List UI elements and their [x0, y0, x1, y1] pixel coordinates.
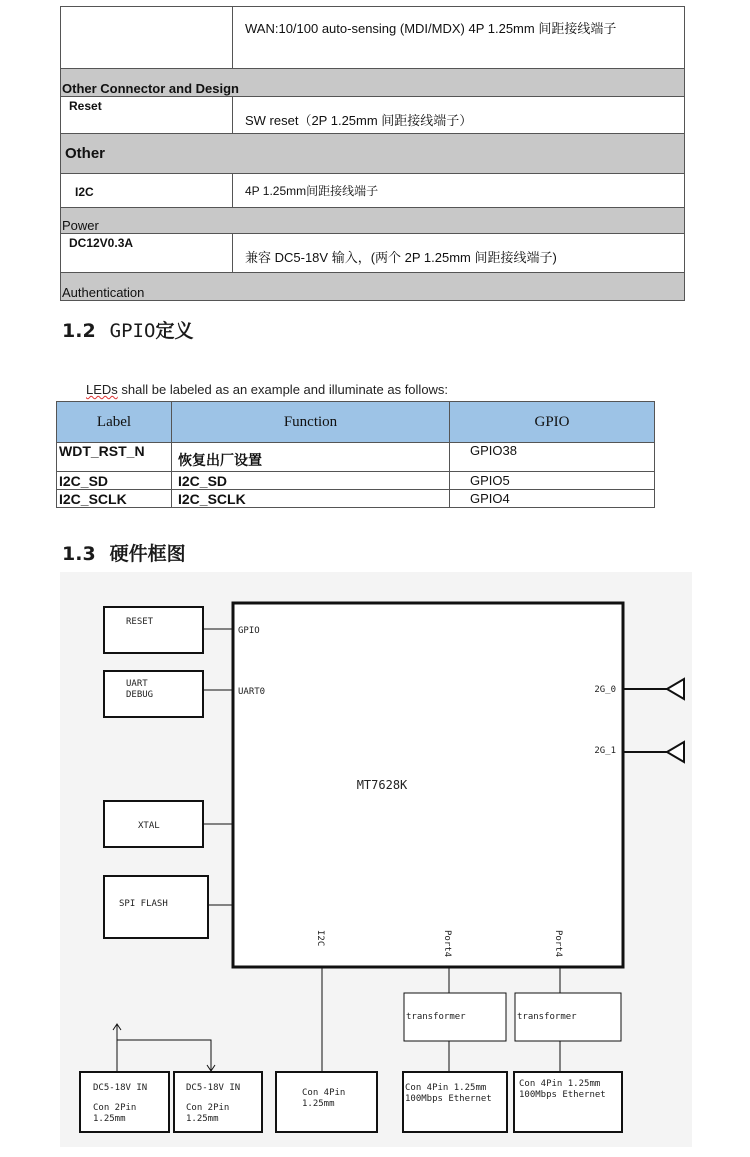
dc-value: 兼容 DC5-18V 输入，(两个 2P 1.25mm 间距接线端子): [233, 234, 685, 273]
dc-in-a-line3: 1.25mm: [93, 1114, 126, 1124]
i2c-label: I2C: [61, 174, 233, 208]
other-connector-heading: Other Connector and Design: [61, 69, 685, 97]
xtal-label: XTAL: [138, 821, 160, 831]
gpio-row-function: I2C_SCLK: [172, 490, 450, 508]
wan-value: WAN:10/100 auto-sensing (MDI/MDX) 4P 1.25mm 间距接线端子: [233, 7, 685, 69]
eth-b-line1: Con 4Pin 1.25mm: [519, 1079, 601, 1089]
gpio-row-gpio: GPIO5: [450, 472, 655, 490]
dc-in-b-line3: 1.25mm: [186, 1114, 219, 1124]
gpio-row-label: I2C_SD: [57, 472, 172, 490]
eth-b-line2: 100Mbps Ethernet: [519, 1090, 606, 1100]
spi-flash-label: SPI FLASH: [119, 899, 168, 909]
uart-label-line1: UART: [126, 679, 148, 689]
dc-in-b-line2: Con 2Pin: [186, 1103, 230, 1113]
i2c-value: 4P 1.25mm间距接线端子: [233, 174, 685, 208]
hw-section-number: 1.3: [62, 543, 96, 565]
leds-note: [86, 382, 448, 397]
table-row: [57, 490, 655, 508]
gpio-row-label: WDT_RST_N: [57, 443, 172, 472]
spec-table: [60, 6, 685, 301]
pin-2g1: 2G_1: [594, 746, 616, 756]
gpio-section-number: 1.2: [62, 320, 96, 342]
chip-block: [233, 603, 623, 967]
con4pin-line1: Con 4Pin: [302, 1088, 346, 1098]
pin-2g0: 2G_0: [594, 685, 616, 695]
transformer-a-label: transformer: [406, 1012, 466, 1022]
reset-label: RESET: [126, 617, 154, 627]
uart-label-line2: DEBUG: [126, 690, 154, 700]
authentication-heading: Authentication: [61, 273, 685, 301]
pin-gpio: GPIO: [238, 626, 260, 636]
reset-label: Reset: [61, 97, 233, 134]
gpio-row-function: 恢复出厂设置: [172, 443, 450, 472]
dc-in-a-line1: DC5-18V IN: [93, 1083, 148, 1093]
leds-note-underlined: LEDs: [86, 382, 118, 397]
gpio-section-title-latin: GPIO: [109, 320, 156, 342]
pin-port4a: Port4: [442, 930, 452, 958]
table-row: [57, 443, 655, 472]
gpio-section-title-cn: 定义: [155, 320, 194, 342]
eth-a-line2: 100Mbps Ethernet: [405, 1094, 492, 1104]
con4pin-line2: 1.25mm: [302, 1099, 335, 1109]
reset-value: SW reset（2P 1.25mm 间距接线端子）: [233, 97, 685, 134]
other-heading: Other: [61, 134, 685, 174]
gpio-table: [56, 401, 655, 508]
dc-in-a-line2: Con 2Pin: [93, 1103, 137, 1113]
gpio-header-label: Label: [57, 402, 172, 443]
power-heading: Power: [61, 208, 685, 234]
leds-note-text: shall be labeled as an example and illuminate as follows:: [117, 382, 449, 397]
pin-port4b: Port4: [553, 930, 563, 958]
block-diagram: [60, 572, 692, 1147]
hw-section-heading: [62, 539, 186, 566]
transformer-b-label: transformer: [517, 1012, 577, 1022]
reset-block: [104, 607, 203, 653]
gpio-row-gpio: GPIO4: [450, 490, 655, 508]
gpio-row-gpio: GPIO38: [450, 443, 655, 472]
gpio-header-function: Function: [172, 402, 450, 443]
chip-label: MT7628K: [356, 778, 408, 792]
hw-section-title: 硬件框图: [109, 543, 186, 565]
dc-label: DC12V0.3A: [61, 234, 233, 273]
pin-i2c: I2C: [315, 930, 325, 947]
uart-block: [104, 671, 203, 717]
gpio-row-label: I2C_SCLK: [57, 490, 172, 508]
dc-in-b-line1: DC5-18V IN: [186, 1083, 241, 1093]
pin-uart: UART0: [238, 687, 266, 697]
gpio-row-function: I2C_SD: [172, 472, 450, 490]
gpio-section-heading: [62, 316, 193, 343]
gpio-header-gpio: GPIO: [450, 402, 655, 443]
eth-a-line1: Con 4Pin 1.25mm: [405, 1083, 487, 1093]
spec-cell-empty: [61, 7, 233, 69]
table-row: [57, 472, 655, 490]
